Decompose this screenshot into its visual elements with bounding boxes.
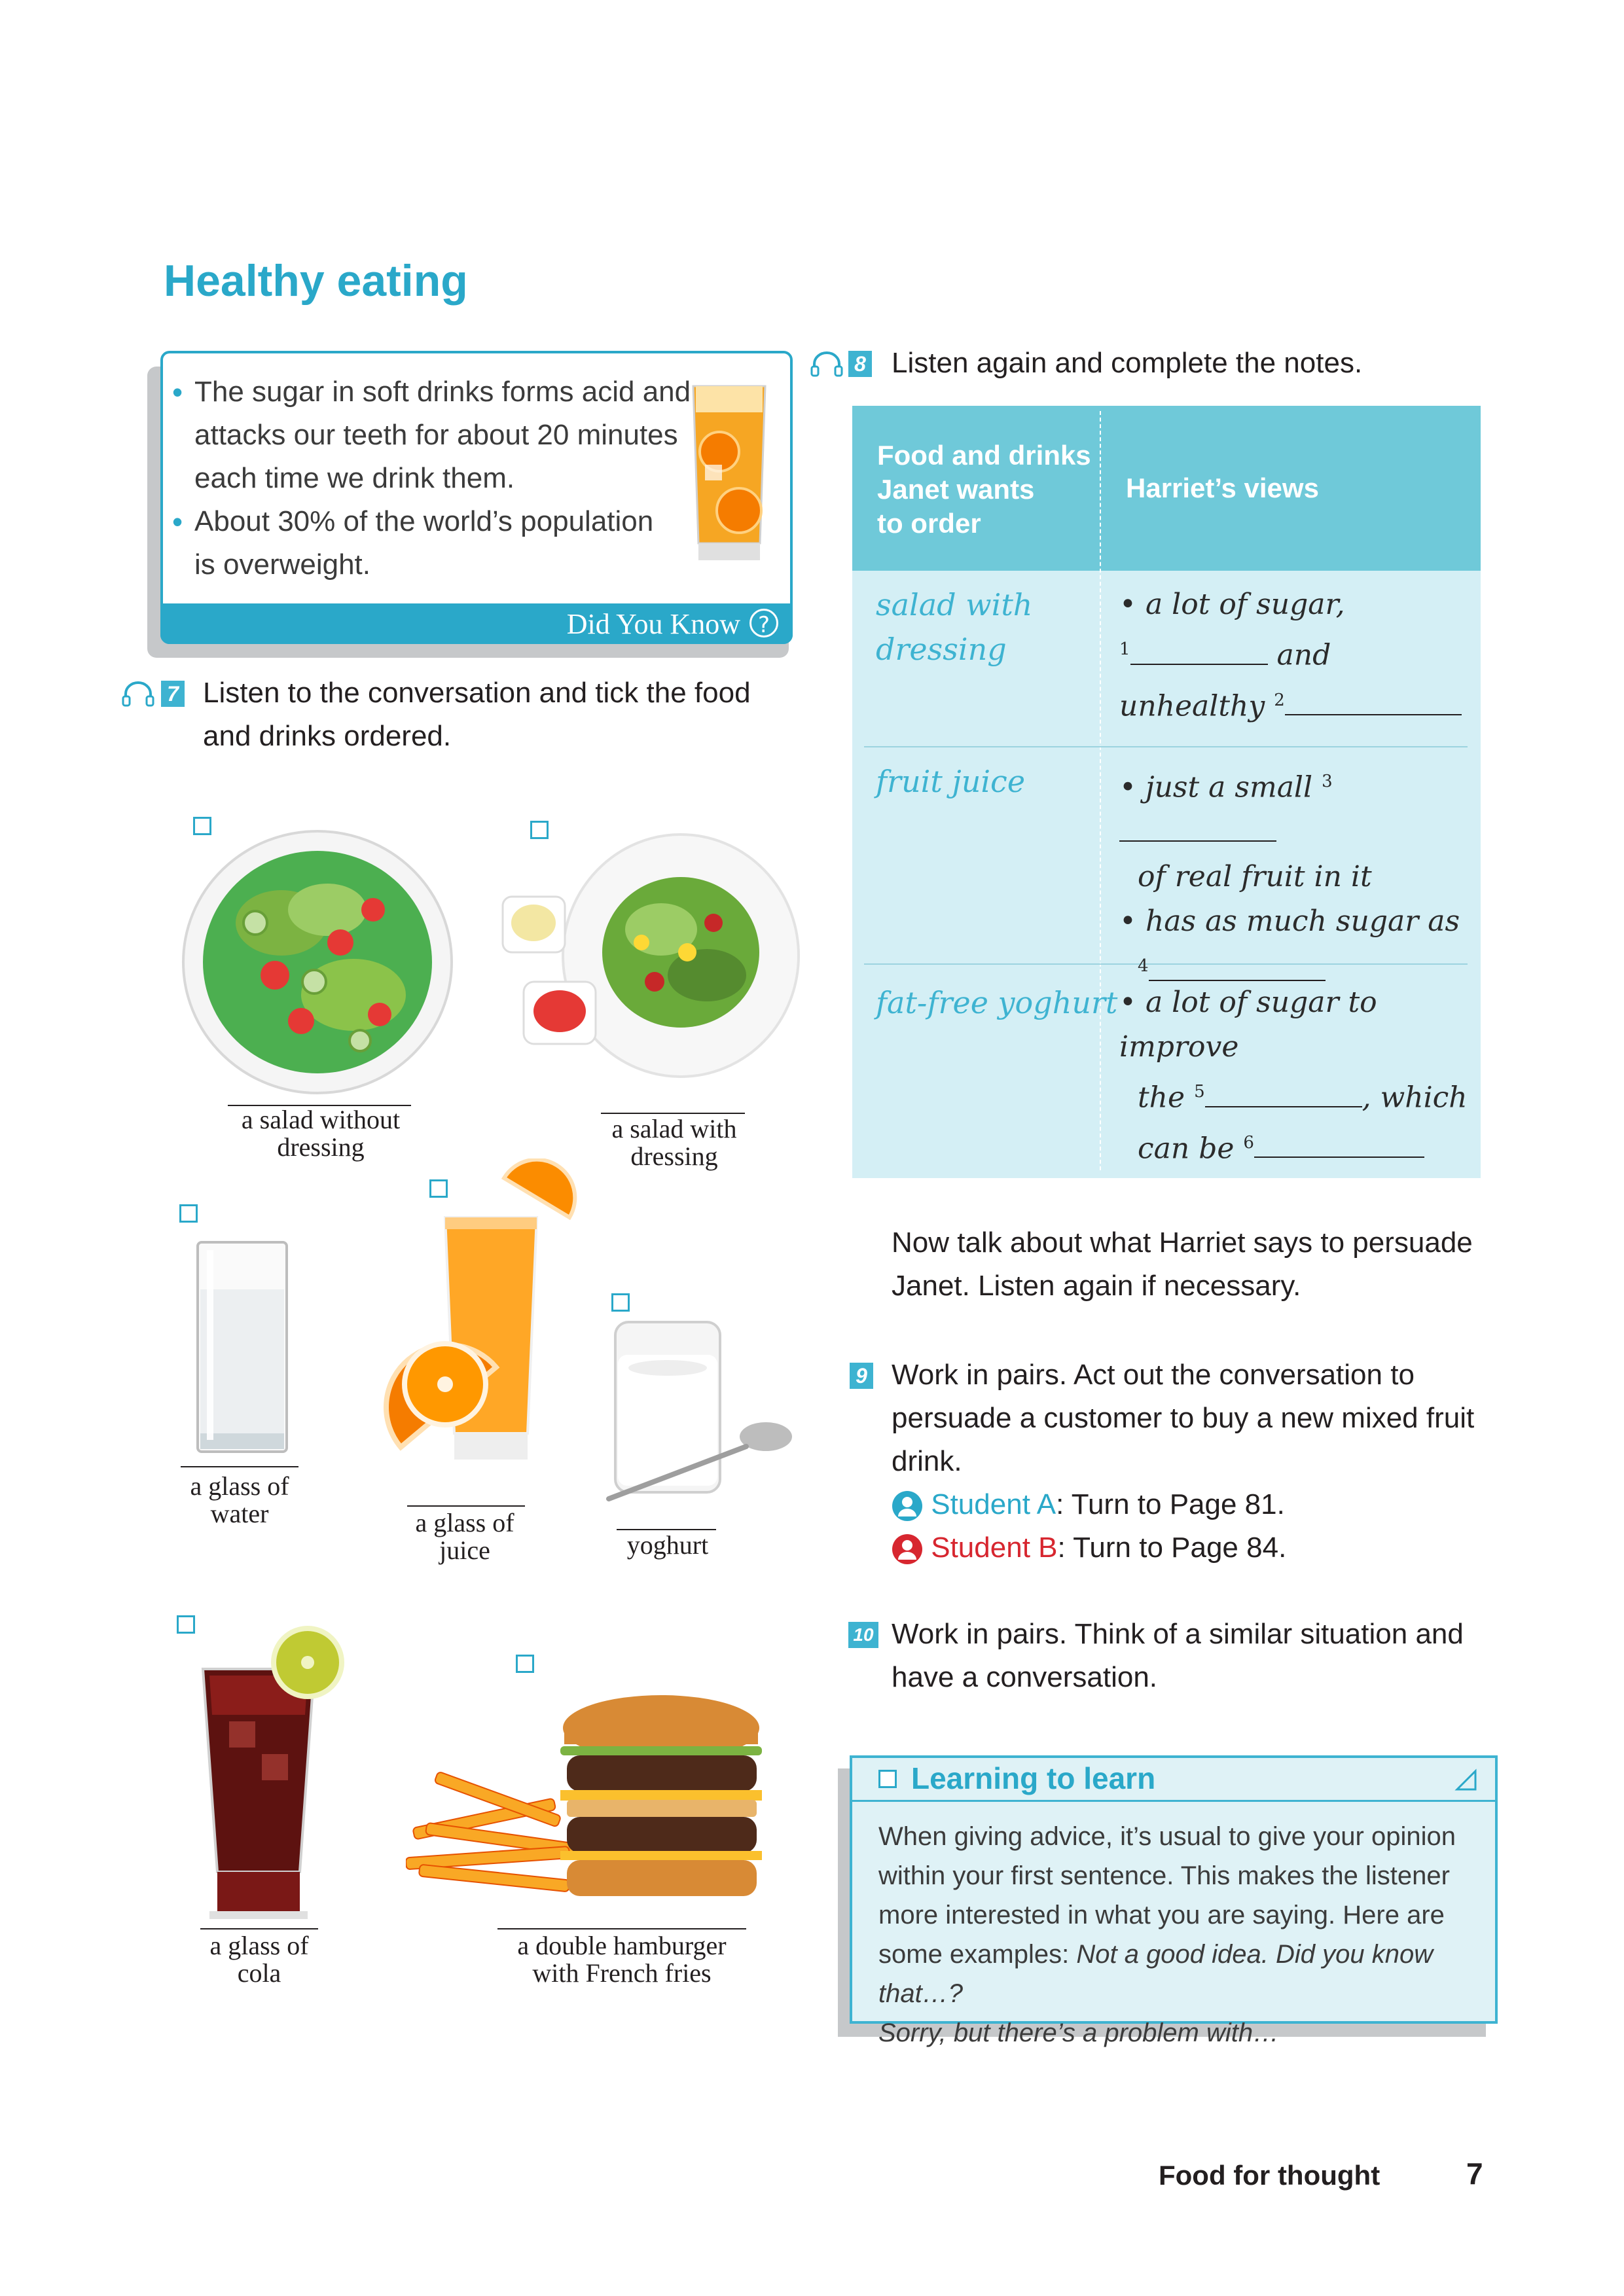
learning-to-learn-body: When giving advice, it’s usual to give your opinion within your first sentence. This makes the listener more interested in what you are saying. Here are some examples: Not a good idea. Did you know that…? Sorry, but there’s a problem with… <box>878 1822 1456 2047</box>
caption-glass-of-cola: a glass of cola <box>209 1931 309 1988</box>
did-you-know-item: • The sugar in soft drinks forms acid and attacks our teeth for about 20 minutes each time we drink them. <box>172 375 691 494</box>
caption-yoghurt: yoghurt <box>626 1530 709 1560</box>
header-harriets-views: Harriet’s views <box>1126 473 1319 503</box>
did-you-know-box <box>160 351 793 644</box>
student-a-line: Student A: Turn to Page 81. <box>892 1483 1474 1526</box>
student-a-icon <box>892 1490 923 1522</box>
header-food-and-drinks: Food and drinks Janet wants to order <box>877 440 1091 539</box>
footer-unit-title: Food for thought <box>1159 2160 1380 2191</box>
learning-to-learn-title: Learning to learn <box>911 1761 1156 1795</box>
table-row-food: salad with dressing <box>876 587 1033 667</box>
hamburger-with-fries-image <box>406 1695 785 1911</box>
page-number: 7 <box>1466 2157 1483 2191</box>
corner-triangle-icon <box>1454 1768 1478 1792</box>
exercise-8-instruction: Listen again and complete the notes. <box>892 347 1363 379</box>
page-title: Healthy eating <box>164 256 468 306</box>
did-you-know-item: • About 30% of the world’s population is overweight. <box>172 505 654 581</box>
student-a-label: Student A <box>931 1488 1056 1520</box>
caption-double-hamburger: a double hamburger with French fries <box>517 1931 727 1988</box>
checkbox-glass-of-water[interactable] <box>179 1204 198 1223</box>
caption-glass-of-water: a glass of water <box>190 1471 289 1528</box>
table-row-food: fat-free yoghurt <box>876 985 1118 1020</box>
exercise-10-instruction: Work in pairs. Think of a similar situation and have a conversation. <box>892 1618 1464 1693</box>
checkbox-yoghurt[interactable] <box>611 1293 630 1312</box>
answer-blank-3[interactable] <box>1119 814 1276 842</box>
exercise-9-number: 9 <box>850 1363 873 1389</box>
question-circle-icon: ? <box>749 609 778 637</box>
did-you-know-footer <box>160 603 793 644</box>
notes-table-header <box>852 406 1481 571</box>
headphones-icon <box>810 351 843 377</box>
caption-glass-of-juice: a glass of juice <box>415 1508 514 1565</box>
answer-blank-6[interactable] <box>1254 1130 1424 1158</box>
glass-of-water-image <box>190 1237 295 1460</box>
glass-of-juice-image <box>373 1158 583 1486</box>
student-b-icon <box>892 1534 923 1565</box>
answer-blank-1[interactable] <box>1130 637 1268 665</box>
table-row-food: fruit juice <box>876 764 1026 799</box>
exercise-7-instruction: Listen to the conversation and tick the food and drinks ordered. <box>203 677 751 752</box>
did-you-know-label: Did You Know <box>566 608 740 640</box>
exercise-8-number: 8 <box>848 351 872 377</box>
learning-to-learn-header <box>852 1758 1495 1802</box>
table-row-views: • a lot of sugar, $^1$ and unhealthy $^2$ <box>1119 583 1473 728</box>
caption-salad-without-dressing: a salad without dressing <box>241 1105 401 1162</box>
salad-without-dressing-image <box>177 825 458 1100</box>
checkbox-double-hamburger[interactable] <box>516 1655 534 1673</box>
yoghurt-image <box>589 1316 799 1512</box>
notes-table <box>852 406 1481 1178</box>
learning-to-learn-box <box>850 1755 1498 2047</box>
exercise-8-follow-up: Now talk about what Harriet says to persuade Janet. Listen again if necessary. <box>892 1227 1473 1302</box>
student-b-label: Student B <box>931 1532 1058 1564</box>
exercise-7-number: 7 <box>161 681 185 707</box>
exercise-9-instruction: Work in pairs. Act out the conversation to persuade a customer to buy a new mixed fruit drink. Student A: Turn to Page 81. Student B: Turn to Page 84. <box>892 1354 1474 1570</box>
answer-blank-2[interactable] <box>1285 688 1462 715</box>
square-icon <box>878 1770 897 1788</box>
glass-of-cola-image <box>183 1623 353 1924</box>
table-row-views: • just a small $^3$ of real fruit in it • has as much sugar as $^4$ <box>1119 759 1473 994</box>
caption-salad-with-dressing: a salad with dressing <box>611 1114 737 1171</box>
headphones-icon <box>122 681 154 707</box>
answer-blank-4[interactable] <box>1149 954 1326 981</box>
student-b-line: Student B: Turn to Page 84. <box>892 1526 1474 1570</box>
salad-with-dressing-image <box>497 831 805 1093</box>
orange-drink-image <box>687 380 772 569</box>
answer-blank-5[interactable] <box>1205 1080 1362 1107</box>
table-row-views: • a lot of sugar to improve the $^5$ , which can be $^6$ <box>1119 986 1468 1166</box>
exercise-10-number: 10 <box>848 1622 878 1648</box>
